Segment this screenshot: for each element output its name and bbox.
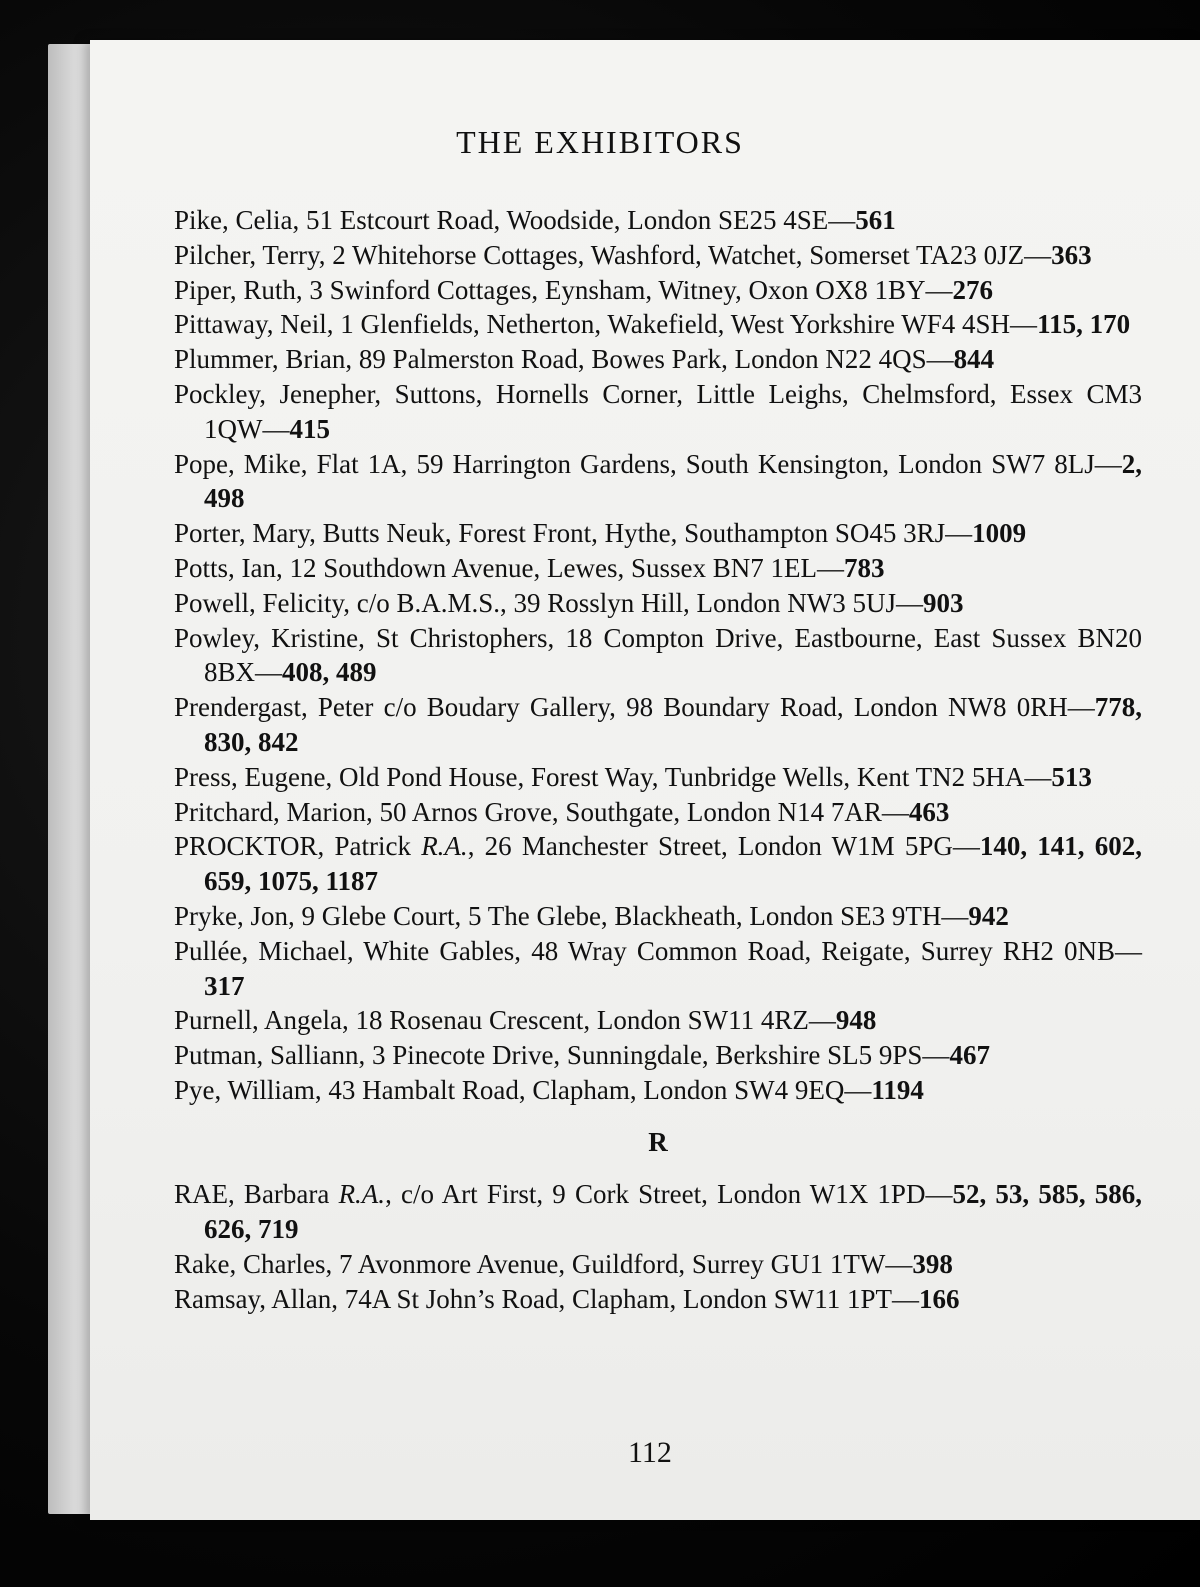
exhibitor-entry (174, 516, 1142, 551)
exhibitor-address: PROCKTOR, Patrick (174, 831, 422, 862)
exhibitor-entry (174, 760, 1142, 795)
catalogue-numbers: 513 (1051, 761, 1092, 792)
academician-title: R.A. (421, 831, 468, 862)
catalogue-numbers: 115, 170 (1037, 309, 1131, 340)
catalogue-numbers: 467 (949, 1040, 990, 1071)
exhibitor-address: Pittaway, Neil, 1 Glenfields, Netherton, Wakefield, West Yorkshire WF4 4SH— (174, 309, 1038, 340)
exhibitor-address: Piper, Ruth, 3 Swinford Cottages, Eynsham, Witney, Oxon OX8 1BY— (174, 274, 953, 305)
catalogue-numbers: 1009 (972, 518, 1027, 549)
exhibitor-address: Pilcher, Terry, 2 Whitehorse Cottages, Washford, Watchet, Somerset TA23 0JZ— (174, 239, 1052, 270)
exhibitor-address: Pritchard, Marion, 50 Arnos Grove, Southgate, London N14 7AR— (174, 796, 909, 827)
exhibitor-group-r (174, 1177, 1142, 1316)
exhibitor-entry (174, 551, 1142, 586)
exhibitor-entry (174, 1282, 1142, 1317)
exhibitor-address: Powley, Kristine, St Christophers, 18 Compton Drive, Eastbourne, East Sussex BN20 8BX— (174, 622, 1142, 688)
exhibitor-entry (174, 377, 1142, 447)
catalogue-numbers: 408, 489 (282, 657, 377, 688)
academician-title: R.A. (338, 1179, 386, 1210)
exhibitor-address: Pullée, Michael, White Gables, 48 Wray Common Road, Reigate, Surrey RH2 0NB— (174, 935, 1142, 966)
exhibitor-address: Pryke, Jon, 9 Glebe Court, 5 The Glebe, Blackheath, London SE3 9TH— (174, 900, 969, 931)
exhibitor-address: Pope, Mike, Flat 1A, 59 Harrington Gardens, South Kensington, London SW7 8LJ— (174, 448, 1122, 479)
exhibitor-address: Prendergast, Peter c/o Boudary Gallery, 98 Boundary Road, London NW8 0RH— (174, 692, 1095, 723)
catalogue-numbers: 942 (968, 900, 1009, 931)
exhibitor-entry (174, 1003, 1142, 1038)
catalogue-numbers: 52, 53, 585, 586, 626, 719 (204, 1179, 1143, 1245)
exhibitor-entry (174, 203, 1142, 238)
catalogue-numbers: 1194 (871, 1074, 924, 1105)
exhibitor-entry (174, 899, 1142, 934)
exhibitor-address-cont: , c/o Art First, 9 Cork Street, London W1X 1PD— (385, 1179, 953, 1210)
section-letter: R (648, 1126, 668, 1157)
exhibitor-address: RAE, Barbara (174, 1179, 339, 1210)
exhibitor-address: Rake, Charles, 7 Avonmore Avenue, Guildford, Surrey GU1 1TW— (174, 1248, 913, 1279)
exhibitor-list (174, 203, 1142, 1317)
catalogue-numbers: 783 (843, 552, 885, 583)
exhibitor-entry (174, 1073, 1142, 1108)
catalogue-numbers: 561 (855, 205, 896, 235)
catalogue-numbers: 2, 498 (204, 448, 1142, 514)
exhibitor-entry (174, 690, 1142, 760)
exhibitor-address: Press, Eugene, Old Pond House, Forest Way, Tunbridge Wells, Kent TN2 5HA— (174, 761, 1052, 792)
exhibitor-entry (174, 447, 1142, 517)
exhibitor-entry (174, 586, 1142, 621)
catalogue-numbers: 276 (952, 274, 994, 305)
page-number: 112 (628, 1436, 672, 1469)
exhibitor-address: Pockley, Jenepher, Suttons, Hornells Corner, Little Leighs, Chelmsford, Essex CM3 1QW— (174, 378, 1142, 444)
catalogue-numbers: 398 (912, 1248, 953, 1279)
catalogue-numbers: 463 (908, 796, 950, 827)
exhibitor-entry (174, 621, 1142, 691)
exhibitor-address: Porter, Mary, Butts Neuk, Forest Front, Hythe, Southampton SO45 3RJ— (174, 518, 973, 549)
page-title: THE EXHIBITORS (456, 124, 744, 160)
exhibitor-entry (174, 1177, 1142, 1247)
exhibitor-entry (174, 795, 1142, 830)
exhibitor-entry (174, 273, 1142, 308)
exhibitor-entry (174, 829, 1142, 899)
exhibitor-entry (174, 342, 1142, 377)
exhibitor-address-cont: , 26 Manchester Street, London W1M 5PG— (467, 831, 980, 862)
exhibitor-entry (174, 934, 1142, 1004)
catalogue-numbers: 415 (289, 413, 330, 444)
exhibitor-address: Pye, William, 43 Hambalt Road, Clapham, London SW4 9EQ— (174, 1074, 872, 1105)
exhibitor-address: Purnell, Angela, 18 Rosenau Crescent, London SW11 4RZ— (174, 1005, 836, 1036)
exhibitor-entry (174, 238, 1142, 273)
catalogue-numbers: 778, 830, 842 (204, 692, 1142, 757)
catalogue-numbers: 844 (953, 344, 995, 375)
catalogue-numbers: 948 (835, 1005, 877, 1036)
catalogue-numbers: 363 (1051, 239, 1092, 270)
catalogue-numbers: 140, 141, 602, 659, 1075, 1187 (204, 831, 1142, 897)
exhibitor-address: Powell, Felicity, c/o B.A.M.S., 39 Rosslyn Hill, London NW3 5UJ— (174, 587, 924, 618)
exhibitor-entry (174, 1038, 1142, 1073)
exhibitor-address: Pike, Celia, 51 Estcourt Road, Woodside, London SE25 4SE— (174, 205, 856, 235)
exhibitor-address: Putman, Salliann, 3 Pinecote Drive, Sunningdale, Berkshire SL5 9PS— (174, 1040, 950, 1071)
exhibitor-entry (174, 307, 1142, 342)
catalogue-numbers: 903 (923, 587, 964, 618)
catalogue-numbers: 317 (204, 970, 245, 1001)
exhibitor-group-p (174, 203, 1142, 1108)
catalogue-numbers: 166 (919, 1283, 960, 1314)
exhibitor-address: Potts, Ian, 12 Southdown Avenue, Lewes, Sussex BN7 1EL— (174, 552, 844, 583)
exhibitor-address: Plummer, Brian, 89 Palmerston Road, Bowes Park, London N22 4QS— (174, 344, 954, 375)
exhibitor-entry (174, 1247, 1142, 1282)
exhibitor-address: Ramsay, Allan, 74A St John’s Road, Clapham, London SW11 1PT— (174, 1283, 919, 1314)
